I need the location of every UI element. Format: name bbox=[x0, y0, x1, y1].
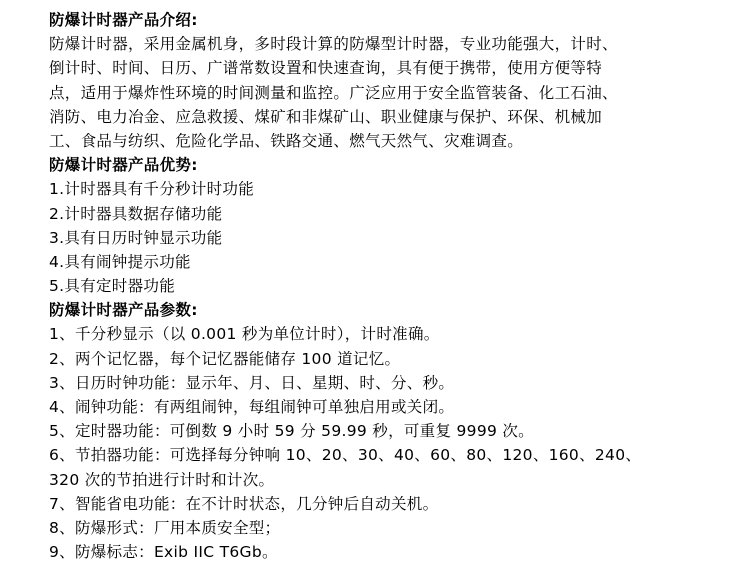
intro-line: 防爆计时器，采用金属机身，多时段计算的防爆型计时器，专业功能强大，计时、 bbox=[49, 35, 618, 54]
advantage-item: 5.具有定时器功能 bbox=[49, 277, 175, 296]
param-item: 2、两个记忆器，每个记忆器能储存 100 道记忆。 bbox=[49, 349, 401, 368]
intro-line: 点，适用于爆炸性环境的时间测量和监控。广泛应用于安全监管装备、化工石油、 bbox=[49, 83, 618, 102]
advantages-list bbox=[49, 177, 739, 298]
param-item: 6、节拍器功能：可选择每分钟响 10、20、30、40、60、80、120、160、240、 bbox=[49, 446, 642, 465]
intro-heading: 防爆计时器产品介绍: bbox=[49, 11, 198, 29]
advantages-heading: 防爆计时器产品优势: bbox=[49, 156, 198, 175]
intro-line: 消防、电力冶金、应急救援、煤矿和非煤矿山、职业健康与保护、环保、机械加 bbox=[49, 107, 603, 126]
params-list bbox=[49, 322, 739, 564]
param-item: 320 次的节拍进行计时和计次。 bbox=[49, 470, 275, 489]
param-item: 4、闹钟功能：有两组闹钟，每组闹钟可单独启用或关闭。 bbox=[49, 398, 455, 416]
advantage-item: 1.计时器具有千分秒计时功能 bbox=[49, 180, 254, 199]
param-item: 9、防爆标志：Exib IIC T6Gb。 bbox=[49, 543, 278, 562]
advantage-item: 2.计时器具数据存储功能 bbox=[49, 204, 223, 223]
param-item: 5、定时器功能：可倒数 9 小时 59 分 59.99 秒，可重复 9999 次。 bbox=[49, 422, 534, 441]
param-item: 1、千分秒显示（以 0.001 秒为单位计时），计时准确。 bbox=[49, 325, 440, 344]
advantage-item: 3.具有日历时钟显示功能 bbox=[49, 228, 223, 247]
param-item: 3、日历时钟功能：显示年、月、日、星期、时、分、秒。 bbox=[49, 373, 455, 392]
document-body bbox=[49, 8, 739, 564]
advantage-item: 4.具有闹钟提示功能 bbox=[49, 252, 191, 271]
intro-line: 工、食品与纺织、危险化学品、铁路交通、燃气天然气、灾难调查。 bbox=[49, 131, 524, 150]
intro-paragraph bbox=[49, 32, 739, 153]
param-item: 7、智能省电功能：在不计时状态，几分钟后自动关机。 bbox=[49, 494, 439, 513]
params-heading: 防爆计时器产品参数: bbox=[49, 301, 198, 320]
param-item: 8、防爆形式：厂用本质安全型； bbox=[49, 518, 281, 537]
intro-line: 倒计时、时间、日历、广谱常数设置和快速查询，具有便于携带，使用方便等特 bbox=[49, 59, 603, 78]
